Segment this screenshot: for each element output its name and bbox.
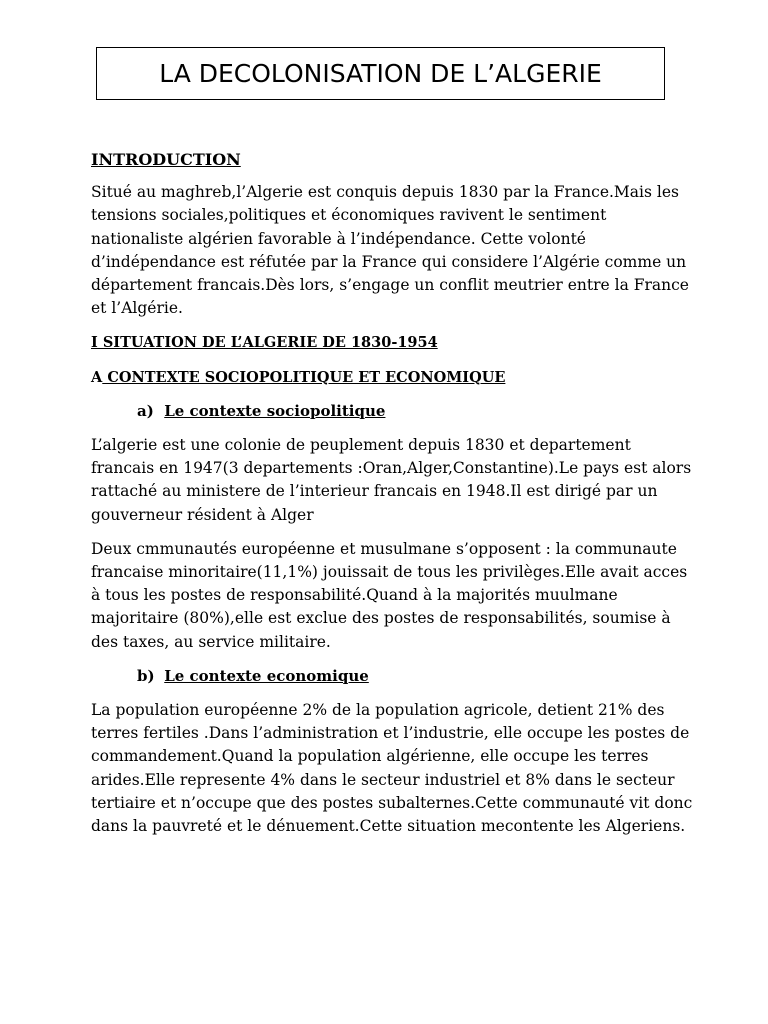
subsection-a-marker: a)	[137, 401, 154, 420]
text-line: à tous les postes de responsabilité.Quand à la majorités muulmane	[91, 586, 618, 605]
text-line: dans la pauvreté et le dénuement.Cette situation mecontente les Algeriens.	[91, 817, 686, 836]
subsection-b-marker: b)	[137, 666, 155, 685]
text-line: Situé au maghreb,l’Algerie est conquis depuis 1830 par la France.Mais les	[91, 183, 679, 202]
text-line: tensions sociales,politiques et économiques ravivent le sentiment	[91, 206, 607, 225]
text-line: et l’Algérie.	[91, 299, 183, 318]
text-line: Deux cmmunautés européenne et musulmane s’opposent : la communaute	[91, 539, 677, 558]
section-a-prefix: A	[91, 368, 103, 386]
title-box	[96, 47, 665, 100]
text-line: majoritaire (80%),elle est exclue des postes de responsabilités, soumise à	[91, 609, 671, 628]
text-line: département francais.Dès lors, s’engage un conflit meutrier entre la France	[91, 276, 689, 295]
document-body	[91, 148, 693, 849]
text-line: tertiaire et n’occupe que des postes subalternes.Cette communauté vit donc	[91, 793, 693, 812]
sociopolitique-paragraph-2	[91, 538, 688, 654]
section-a-heading	[91, 366, 681, 389]
subsection-a-heading	[137, 400, 681, 423]
subsection-b-heading	[137, 665, 681, 688]
economique-paragraph-1	[91, 699, 693, 838]
text-line: rattaché au ministere de l’interieur francais en 1948.Il est dirigé par un	[91, 482, 658, 501]
text-line: La population européenne 2% de la population agricole, detient 21% des	[91, 701, 665, 720]
text-line: terres fertiles .Dans l’administration et l’industrie, elle occupe les postes de	[91, 724, 690, 743]
text-line: francais en 1947(3 departements :Oran,Alger,Constantine).Le pays est alors	[91, 459, 692, 478]
text-line: d’indépendance est réfutée par la France qui considere l’Algérie comme un	[91, 252, 687, 271]
text-line: commandement.Quand la population algérienne, elle occupe les terres	[91, 747, 649, 766]
subsection-b-title: Le contexte economique	[164, 666, 369, 685]
text-line: gouverneur résident à Alger	[91, 505, 314, 524]
introduction-paragraph	[91, 181, 689, 320]
sociopolitique-paragraph-1	[91, 434, 692, 527]
introduction-heading: INTRODUCTION	[91, 150, 241, 169]
text-line: nationaliste algérien favorable à l’indépendance. Cette volonté	[91, 229, 586, 248]
subsection-a-title: Le contexte sociopolitique	[164, 401, 386, 420]
section-1-heading: I SITUATION DE L’ALGERIE DE 1830-1954	[91, 334, 438, 352]
text-line: arides.Elle represente 4% dans le secteur industriel et 8% dans le secteur	[91, 770, 675, 789]
text-line: des taxes, au service militaire.	[91, 632, 331, 651]
text-line: francaise minoritaire(11,1%) jouissait de tous les privilèges.Elle avait acces	[91, 563, 688, 582]
document-title: LA DECOLONISATION DE L’ALGERIE	[159, 59, 602, 88]
text-line: L’algerie est une colonie de peuplement depuis 1830 et departement	[91, 436, 631, 455]
section-a-title: CONTEXTE SOCIOPOLITIQUE ET ECONOMIQUE	[102, 368, 506, 386]
